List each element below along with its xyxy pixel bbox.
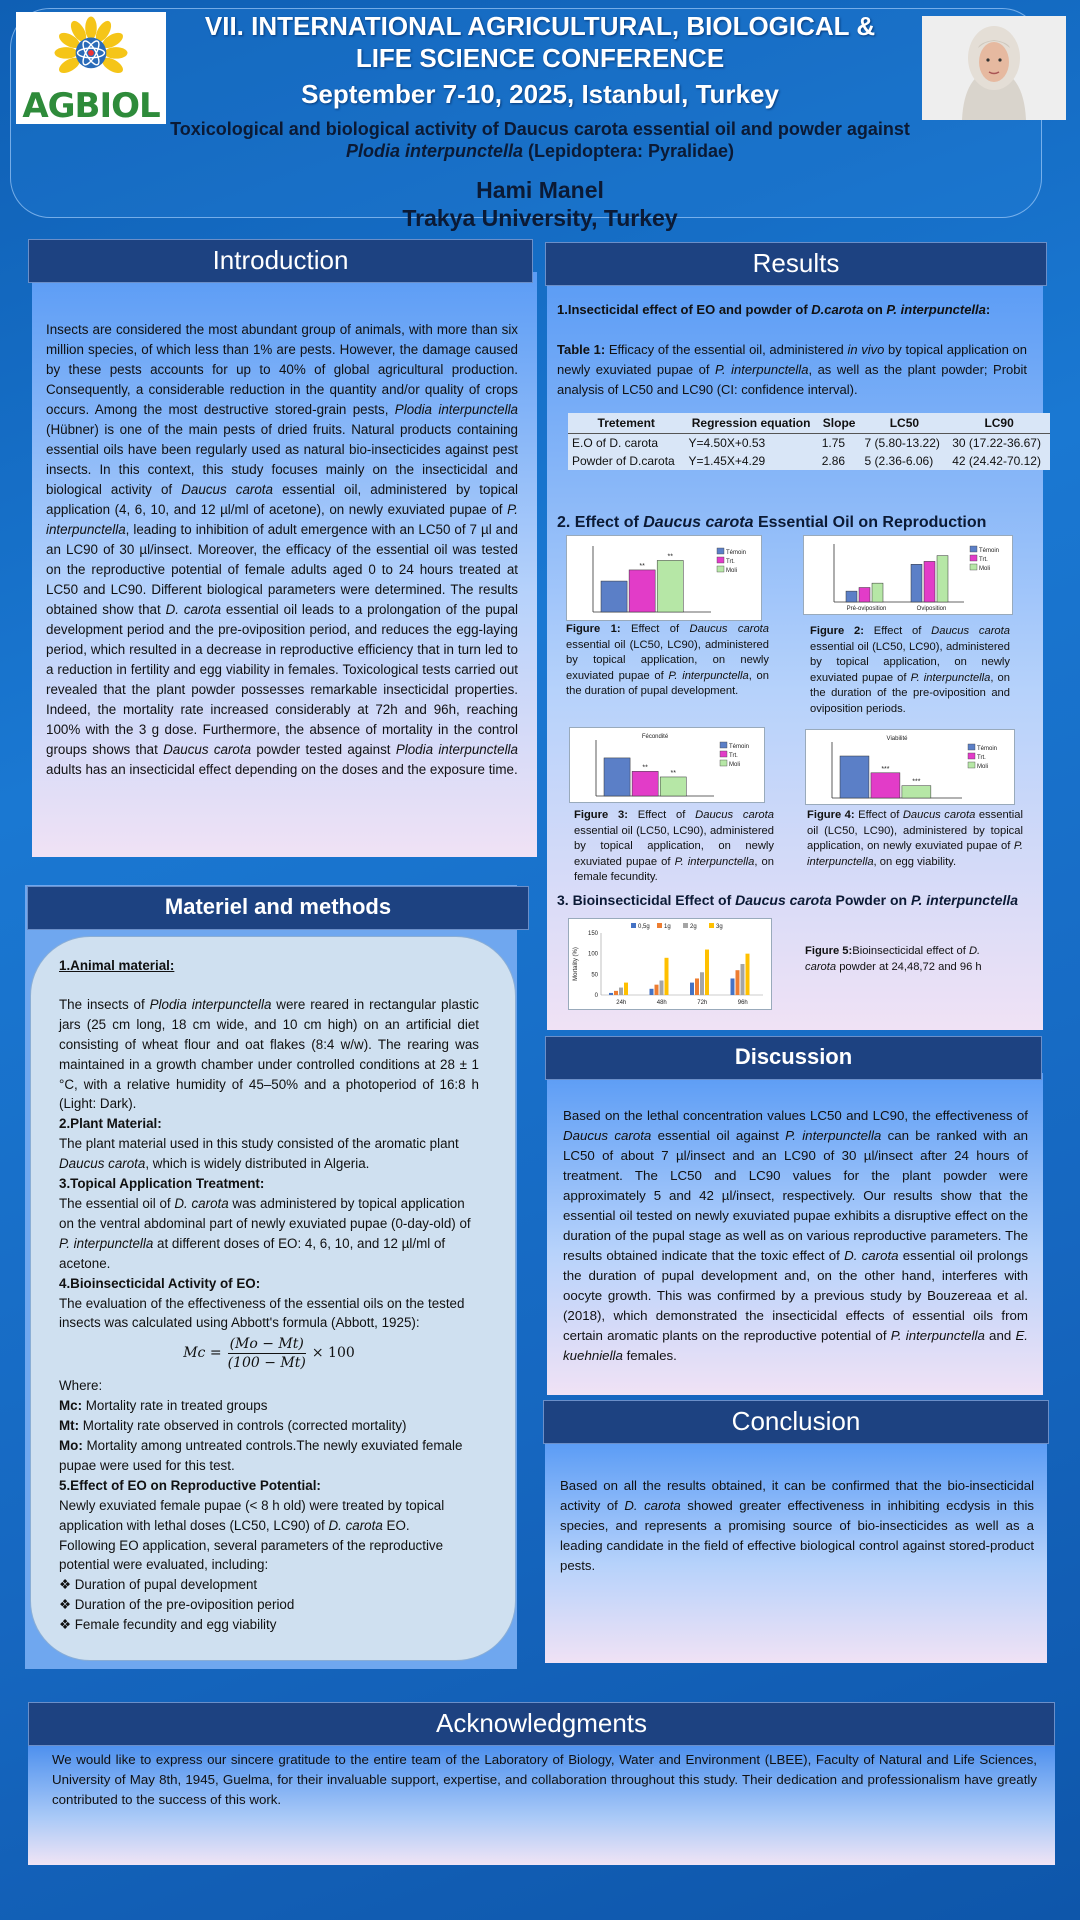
legend-label: Témoin <box>979 548 1000 554</box>
legend-swatch <box>968 762 975 768</box>
legend-label: Moli <box>977 764 989 770</box>
chart-title: Viabilité <box>886 736 908 742</box>
chart-bar <box>657 560 683 612</box>
legend-swatch <box>657 923 662 928</box>
y-tick-label: 100 <box>587 951 598 958</box>
legend-swatch <box>709 923 714 928</box>
legend-label: Trt. <box>977 755 986 761</box>
chart-bar <box>619 988 623 995</box>
chart-bar <box>665 958 669 995</box>
author-photo <box>922 16 1066 120</box>
discussion-heading: Discussion <box>545 1036 1042 1080</box>
legend-label: Moli <box>729 762 741 768</box>
reproductive-potential-title: 5.Effect of EO on Reproductive Potential: <box>59 1477 321 1493</box>
x-tick-label: 72h <box>697 1000 708 1006</box>
chart-bar <box>840 756 869 798</box>
legend-swatch <box>717 566 724 572</box>
y-tick-label: 150 <box>587 931 598 937</box>
introduction-heading: Introduction <box>28 239 533 283</box>
significance-label: ** <box>667 553 673 561</box>
methods-heading: Materiel and methods <box>27 886 529 930</box>
sunflower-icon <box>43 16 139 86</box>
legend-swatch <box>968 753 975 759</box>
chart-bar <box>871 773 900 798</box>
chart-bar <box>859 588 870 603</box>
conclusion-heading: Conclusion <box>543 1400 1049 1444</box>
acknowledgments-text: We would like to express our sincere gratitude to the entire team of the Laboratory of Biology, Water and Environment (LBEE), Faculty of Natural and Life Sciences, University of May 8th, 1945, Guelma, for their invaluable support, expertise, and collaboration throughout this study. Their dedication and professionalism have greatly contributed to the success of this work. <box>52 1752 1037 1807</box>
legend-swatch <box>968 744 975 750</box>
legend-swatch <box>631 923 636 928</box>
significance-label: *** <box>912 778 921 786</box>
abbott-formula: Mc = $\frac{(Mo - Mt)}{(100 - Mt)}$ × 100 <box>183 1336 355 1372</box>
x-tick-label: 96h <box>737 1000 748 1006</box>
topical-application-text: The essential oil of D. carota was administered by topical application on the ventral abdominal part of newly exuviated pupae (0-day-old) of P. interpunctella at different doses of EO: 4, 6, 10, and 12 µl/ml of acetone. <box>59 1195 471 1271</box>
conference-title-line1: VII. INTERNATIONAL AGRICULTURAL, BIOLOGICAL & <box>204 11 876 41</box>
table-row: Powder of D.carota Y=1.45X+4.29 2.86 5 (2.36-6.06) 42 (24.42-70.12) <box>572 454 1041 468</box>
figure-4-chart <box>805 729 1015 805</box>
figure-1-caption: Figure 1: Effect of Daucus carota essential oil (LC50, LC90), administered by topical application, on newly exuviated pupae of P. interpunctella, on the duration of pupal development. <box>566 623 769 697</box>
results-subheading-1: 1.Insecticidal effect of EO and powder of D.carota on P. interpunctella: <box>557 302 991 317</box>
legend-swatch <box>717 548 724 554</box>
legend-swatch <box>720 751 727 757</box>
chart-bar <box>650 989 654 995</box>
chart-bar <box>736 970 740 995</box>
discussion-text: Based on the lethal concentration values LC50 and LC90, the effectiveness of Daucus carota essential oil against P. interpunctella can be ranked with an LC50 of about 7 µl/insect and an LC90 of 30 µl/insect after 24 hours of treatment. The LC50 and LC90 values for the plant powder were approximately 5 and 42 µl/insect, respectively. Our results show that the essential oil tested on newly exuviated pupae exhibits a disruptive effect on the duration of the pupal stage as well as on various reproductive parameters. The results obtained indicate that the toxic effect of D. carota essential oil prolongs the duration of pupal development and, on the other hand, interferes with oocyte growth. This was confirmed by a previous study by Bouzereaa et al. (2018), which demonstrated the insecticidal effects of essential oils from certain aromatic plants on the reproductive potential of P. interpunctella and E. kuehniella females. <box>563 1108 1029 1363</box>
significance-label: *** <box>881 765 890 773</box>
table-row: E.O of D. carota Y=4.50X+0.53 1.75 7 (5.80-13.22) 30 (17.22-36.67) <box>572 436 1041 450</box>
chart-title: Fécondité <box>641 734 669 740</box>
chart-bar <box>924 561 935 602</box>
chart-bar <box>705 950 709 995</box>
significance-label: ** <box>670 769 676 777</box>
results-subheading-3: 3. Bioinsecticidal Effect of Daucus carota Powder on P. interpunctella <box>557 892 1019 908</box>
figure-3-chart <box>569 727 765 803</box>
figure-4-caption: Figure 4: Effect of Daucus carota essential oil (LC50, LC90), administered by topical application, on newly exuviated pupae of P. interpunctella, on egg viability. <box>807 809 1023 868</box>
legend-swatch <box>970 546 977 552</box>
conference-date-location: September 7-10, 2025, Istanbul, Turkey <box>301 79 779 109</box>
chart-bar <box>609 993 613 995</box>
legend-label: Trt. <box>979 557 988 563</box>
chart-bar <box>746 954 750 995</box>
table-header: LC90 <box>948 413 1050 434</box>
chart-bar <box>937 556 948 602</box>
legend-label: Témoin <box>729 744 750 750</box>
chart-bar <box>614 991 618 995</box>
chart-bar <box>846 591 857 602</box>
y-tick-label: 50 <box>591 972 598 979</box>
figure-1-chart <box>566 535 762 621</box>
legend-swatch <box>970 555 977 561</box>
author-block <box>200 176 880 232</box>
topical-application-title: 3.Topical Application Treatment: <box>59 1176 265 1192</box>
plant-material-title: 2.Plant Material: <box>59 1116 162 1132</box>
legend-swatch <box>970 564 977 570</box>
x-tick-label: Oviposition <box>916 606 947 612</box>
legend-label: 2g <box>690 924 697 930</box>
table-1-caption: Table 1: Efficacy of the essential oil, administered in vivo by topical application on newly exuviated pupae of P. interpunctella, as well as the plant powder; Probit analysis of LC50 and LC90 (CI: confidence interval). <box>557 342 1028 397</box>
chart-bar <box>731 978 735 995</box>
table-header: Regression equation <box>684 413 817 434</box>
animal-material-title: 1.Animal material: <box>59 958 175 973</box>
legend-label: Moli <box>979 566 991 572</box>
x-tick-label: 48h <box>656 1000 667 1006</box>
conclusion-text: Based on all the results obtained, it can be confirmed that the bio-insecticidal activity of D. carota showed greater effectiveness in inhibiting ecdysis in this species, and represents a promising source of bio-insecticides as well as a leading candidate in the field of effective biological control against stored-product pests. <box>560 1478 1034 1573</box>
paper-title-line1: Toxicological and biological activity of Daucus carota essential oil and powder against <box>170 119 910 139</box>
legend-label: Trt. <box>729 753 738 759</box>
figure-5-chart <box>568 918 772 1010</box>
chart-bar <box>624 983 628 995</box>
acknowledgments-heading: Acknowledgments <box>28 1702 1055 1746</box>
significance-label: ** <box>639 562 645 570</box>
legend-swatch <box>717 557 724 563</box>
table-header: LC50 <box>861 413 949 434</box>
introduction-text: Insects are considered the most abundant group of animals, with more than six million species, of which less than 1% are pests. However, the damage caused by these pests accounts for up to 40% of global agricultural production. Consequently, a considerable reduction in the quantity and/or quality of crops occurs. Among the most destructive stored-grain pests, Plodia interpunctella (Hübner) is one of the main pests of dried fruits. Natural products containing essential oils have been regularly used as natural bio-insecticides against pest insects. In this context, this study focuses mainly on the insecticidal and biological activity of Daucus carota essential oil, administered by topical application (4, 6, 10, and 12 µl/ml of acetone), on newly exuviated pupae of P. interpunctella, leading to inhibition of adult emergence with an LC50 of 7 µl and an LC90 of 30 µl/insect. Moreover, the efficacy of the essential oil was tested on the reproductive potential of female adults aged 0 to 24 hours treated at LC50 and LC90. Different biological parameters were determined. The results obtained show that D. carota essential oil leads to a prolongation of the pupal development period and the pre-oviposition period, and reduces the egg-laying period, which resulted in a decrease in reproductive efficiency that in turn led to a reduction in fertility and egg viability in females. Toxicological tests carried out revealed that the plant powder possesses remarkable insecticidal properties. Indeed, the mortality rate increased considerably at 72h and 96h, reaching 100% with the 3 g dose. Furthermore, the absence of mortality in the control groups shows that Daucus carota powder tested against Plodia interpunctella adults has an insecticidal effect depending on the doses and the exposure time. <box>46 322 518 777</box>
formula-where: Where: <box>59 1378 103 1394</box>
list-item: ❖ Duration of pupal development <box>59 1577 258 1593</box>
legend-label: 3g <box>716 924 723 930</box>
reproductive-parameters-intro: Following EO application, several parameters of the reproductive potential were evaluated, including: <box>59 1537 444 1573</box>
legend-label: 0,5g <box>638 924 650 930</box>
formula-mt: Mt: Mortality rate observed in controls (corrected mortality) <box>59 1418 407 1434</box>
legend-label: Trt. <box>726 559 735 565</box>
chart-bar <box>655 985 659 995</box>
legend-label: Témoin <box>726 550 747 556</box>
conference-title <box>170 10 910 110</box>
results-heading: Results <box>545 242 1047 286</box>
chart-bar <box>660 777 686 796</box>
bioinsecticidal-text: The evaluation of the effectiveness of the essential oils on the tested insects was calculated using Abbott's formula (Abbott, 1925): <box>59 1295 465 1331</box>
logo-text: AGBIOL <box>22 86 160 126</box>
y-tick-label: 0 <box>594 993 598 999</box>
figure-2-caption: Figure 2: Effect of Daucus carota essential oil (LC50, LC90), administered by topical application, on newly exuviated pupae of P. interpunctella, on the duration of the pre-oviposition and oviposition periods. <box>810 625 1010 715</box>
plant-material-text: The plant material used in this study consisted of the aromatic plant Daucus carota, which is widely distributed in Algeria. <box>59 1136 459 1172</box>
figure-2-chart <box>803 535 1013 615</box>
animal-material-text: The insects of Plodia interpunctella were reared in rectangular plastic jars (25 cm long, 18 cm wide, and 10 cm high) on an artificial diet consisting of wheat flour and oat flakes (8:4 w/w). The rearing was maintained in a growth chamber under controlled conditions at 28 ± 1 °C, with a relative humidity of 45–50% and a photoperiod of 16:8 h (Light: Dark). <box>59 996 479 1112</box>
chart-bar <box>660 981 664 995</box>
methods-text <box>59 956 479 1635</box>
chart-bar <box>690 983 694 995</box>
figure-3-caption: Figure 3: Effect of Daucus carota essential oil (LC50, LC90), administered by topical application, on newly exuviated pupae of P. interpunctella, on female fecundity. <box>574 809 774 883</box>
results-subheading-2: 2. Effect of Daucus carota Essential Oil on Reproduction <box>557 514 987 531</box>
table-1 <box>568 413 1050 470</box>
figure-5-caption: Figure 5:Bioinsecticidal effect of D. carota powder at 24,48,72 and 96 h <box>805 945 982 973</box>
paper-title-species: Plodia interpunctella <box>345 141 523 161</box>
chart-bar <box>601 581 627 612</box>
paper-title <box>120 118 960 162</box>
paper-title-order: (Lepidoptera: Pyralidae) <box>522 141 735 161</box>
table-header: Slope <box>818 413 861 434</box>
formula-mo: Mo: Mortality among untreated controls.The newly exuviated female pupae were used for this test. <box>59 1438 463 1473</box>
legend-label: 1g <box>664 924 671 930</box>
legend-swatch <box>720 760 727 766</box>
chart-bar <box>695 978 699 995</box>
chart-bar <box>741 964 745 995</box>
formula-mc: Mc: Mortality rate in treated groups <box>59 1398 268 1414</box>
table-header: Tretement <box>568 413 684 434</box>
conference-logo <box>16 12 166 124</box>
author-affiliation: Trakya University, Turkey <box>402 205 678 231</box>
chart-bar <box>902 786 931 798</box>
chart-bar <box>629 570 655 612</box>
list-item: ❖ Female fecundity and egg viability <box>59 1617 277 1633</box>
chart-bar <box>604 758 630 796</box>
bioinsecticidal-title: 4.Bioinsecticidal Activity of EO: <box>59 1275 261 1291</box>
significance-label: ** <box>642 764 648 772</box>
legend-swatch <box>683 923 688 928</box>
chart-bar <box>872 583 883 602</box>
chart-bar <box>911 564 922 602</box>
conference-title-line2: LIFE SCIENCE CONFERENCE <box>355 43 725 73</box>
chart-bar <box>700 972 704 995</box>
legend-label: Moli <box>726 568 738 574</box>
list-item: ❖ Duration of the pre-oviposition period <box>59 1597 295 1613</box>
chart-bar <box>632 771 658 796</box>
y-axis-label: Mortality (%) <box>573 947 579 981</box>
legend-swatch <box>720 742 727 748</box>
author-name: Hami Manel <box>476 177 604 203</box>
legend-label: Témoin <box>977 746 998 752</box>
x-tick-label: Pré-oviposition <box>846 606 887 612</box>
reproductive-potential-text: Newly exuviated female pupae (< 8 h old) were treated by topical application with lethal doses (LC50, LC90) of D. carota EO. <box>59 1497 445 1533</box>
x-tick-label: 24h <box>616 1000 627 1006</box>
